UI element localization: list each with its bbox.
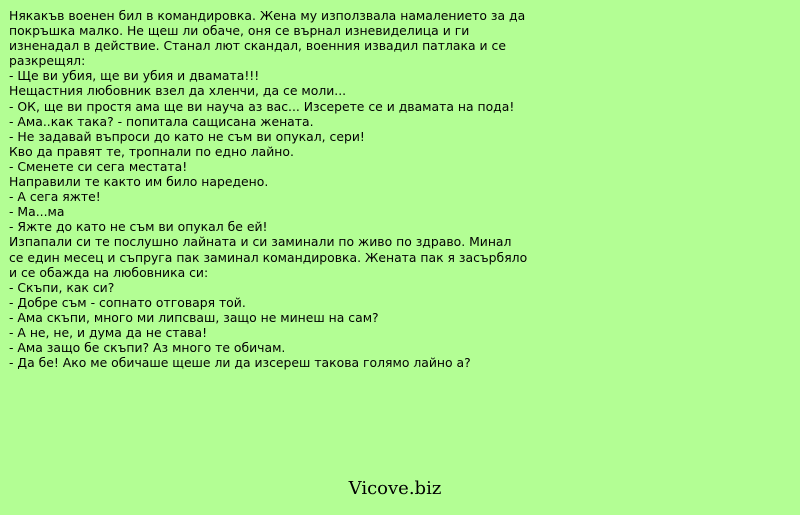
joke-line: разкрещял: [9, 53, 86, 69]
joke-line: Изпапали си те послушно лайната и си заминали по живо по здраво. Минал [9, 234, 512, 250]
joke-line: Кво да правят те, тропнали по едно лайно. [9, 143, 294, 159]
site-watermark: Vicove.biz [348, 478, 442, 499]
joke-line: - Скъпи, как си? [9, 279, 115, 295]
joke-text [9, 8, 569, 370]
joke-line: - Ама..как така? - попитала сащисана жената. [9, 113, 314, 129]
joke-line: - Ще ви убия, ще ви убия и двамата!!! [9, 68, 260, 84]
joke-line: - Яжте до като не съм ви опукал бе ей! [9, 219, 268, 235]
joke-line: - Да бе! Ако ме обичаше щеше ли да изсереш такова голямо лайно а? [9, 355, 471, 371]
joke-line: - ОК, ще ви простя ама ще ви науча аз вас... Изсерете се и двамата на пода! [9, 98, 515, 114]
joke-line: и се обажда на любовника си: [9, 264, 209, 280]
joke-line: изненадал в действие. Станал лют скандал, военния извадил патлака и се [9, 38, 506, 54]
joke-line: - Добре съм - сопнато отговаря той. [9, 294, 246, 310]
joke-line: - Ма...ма [9, 204, 65, 220]
joke-line: - Ама защо бе скъпи? Аз много те обичам. [9, 340, 286, 356]
joke-line: покръшка малко. Не щеш ли обаче, оня се върнал изневиделица и ги [9, 23, 470, 39]
joke-line: - А сега яжте! [9, 189, 101, 205]
joke-line: Нещастния любовник взел да хленчи, да се моли... [9, 83, 347, 99]
joke-line: - Ама скъпи, много ми липсваш, защо не минеш на сам? [9, 309, 379, 325]
joke-line: Направили те както им било наредено. [9, 174, 269, 190]
joke-line: - Сменете си сега местата! [9, 158, 188, 174]
joke-line: Някакъв военен бил в командировка. Жена му използвала намалението за да [9, 8, 526, 23]
joke-line: се един месец и съпруга пак заминал командировка. Жената пак я засърбяло [9, 249, 528, 265]
joke-line: - Не задавай въпроси до като не съм ви опукал, сери! [9, 128, 365, 144]
joke-line: - А не, не, и дума да не става! [9, 324, 208, 340]
